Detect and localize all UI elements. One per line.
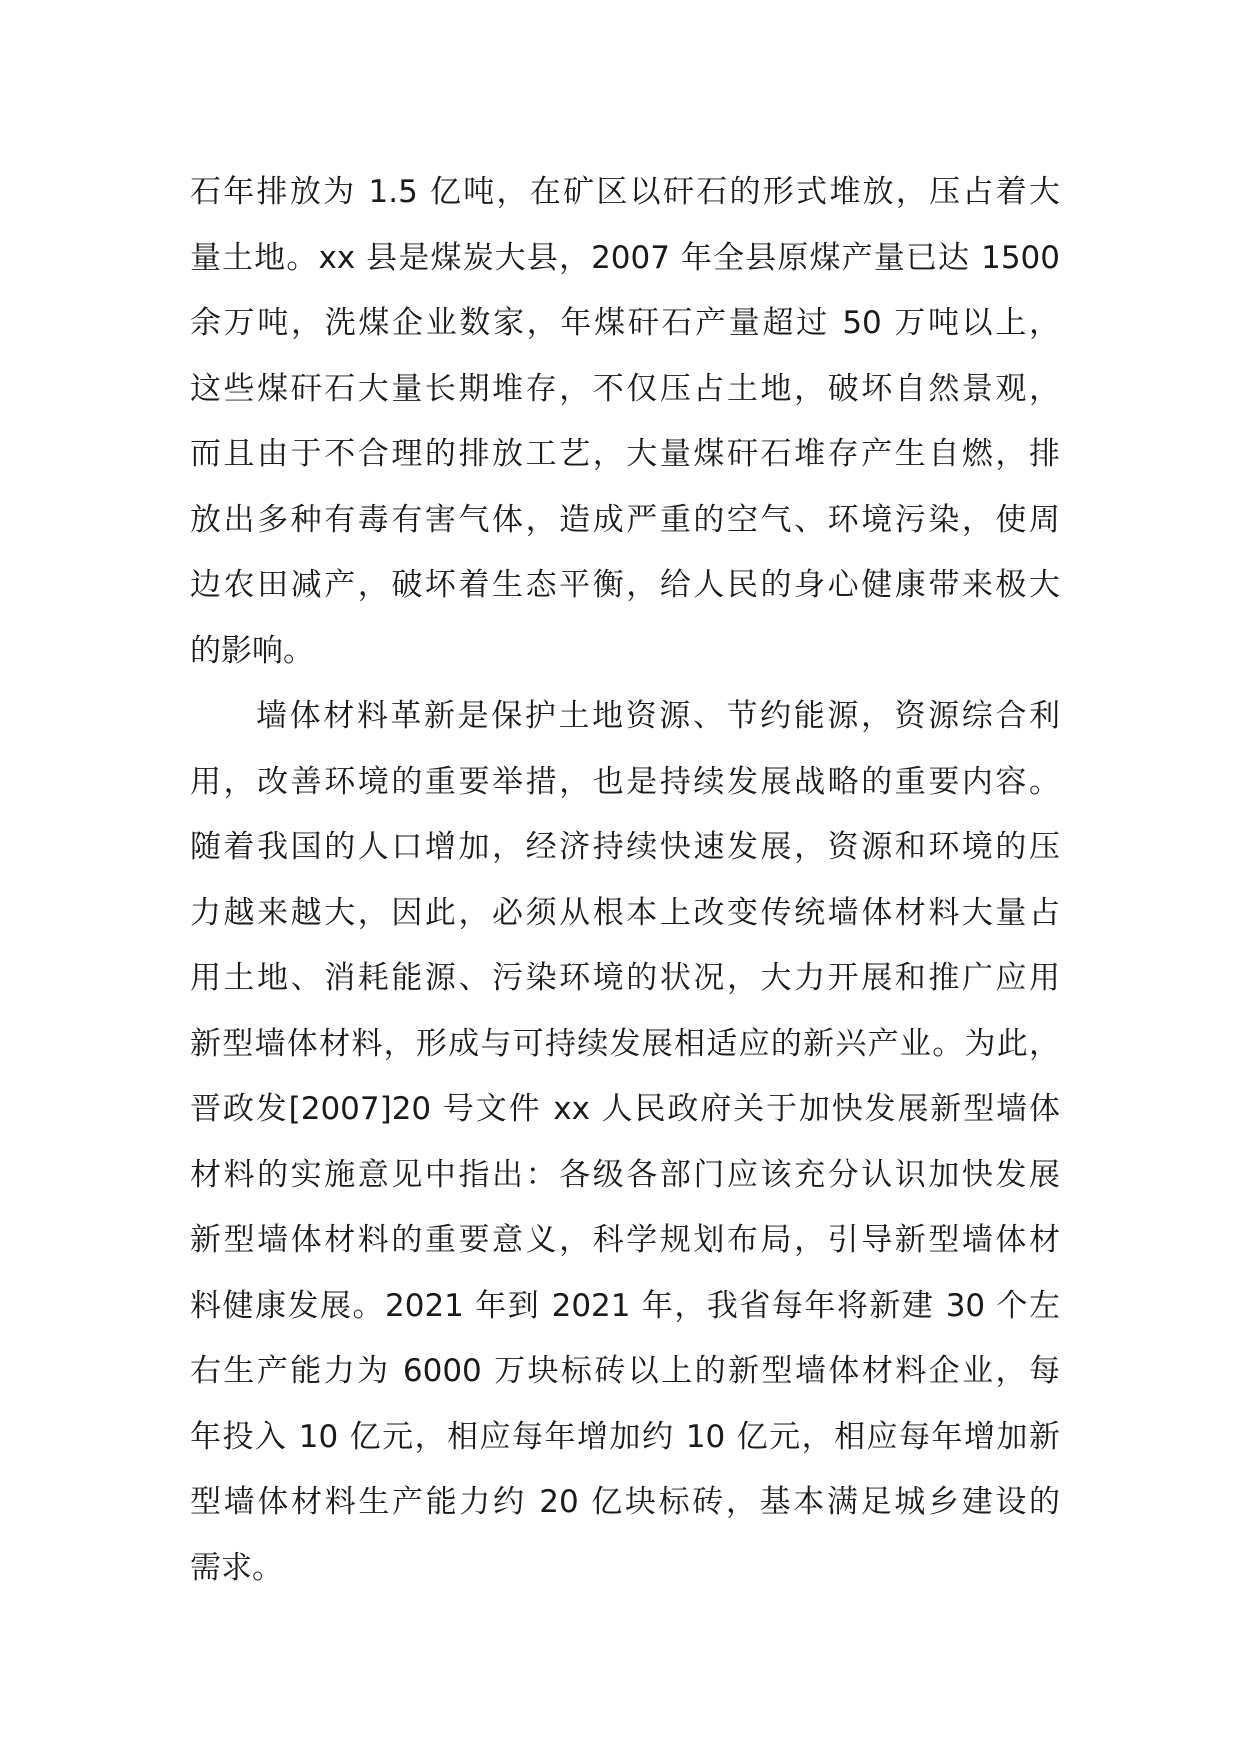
text-line: 晋政发[2007]20 号文件 xx 人民政府关于加快发展新型墙体 bbox=[190, 1091, 1060, 1127]
text-line: 型墙体材料生产能力约 20 亿块标砖，基本满足城乡建设的 bbox=[190, 1484, 1060, 1520]
paragraph-1 bbox=[190, 160, 1060, 684]
text-line: 新型墙体材料，形成与可持续发展相适应的新兴产业。为此， bbox=[190, 1025, 1060, 1062]
text-line: 的影响。 bbox=[190, 632, 314, 669]
body-text bbox=[190, 160, 1060, 1601]
text-line: 材料的实施意见中指出：各级各部门应该充分认识加快发展 bbox=[190, 1156, 1060, 1193]
text-line: 用，改善环境的重要举措，也是持续发展战略的重要内容。 bbox=[190, 763, 1060, 800]
text-line: 右生产能力为 6000 万块标砖以上的新型墙体材料企业，每 bbox=[190, 1353, 1060, 1389]
paragraph-2 bbox=[190, 684, 1060, 1601]
text-line: 随着我国的人口增加，经济持续快速发展，资源和环境的压 bbox=[190, 829, 1060, 865]
text-line: 边农田减产，破坏着生态平衡，给人民的身心健康带来极大 bbox=[190, 567, 1060, 603]
text-line: 量土地。xx 县是煤炭大县，2007 年全县原煤产量已达 1500 bbox=[190, 239, 1060, 276]
text-line: 力越来越大，因此，必须从根本上改变传统墙体材料大量占 bbox=[190, 894, 1060, 931]
text-line: 而且由于不合理的排放工艺，大量煤矸石堆存产生自燃，排 bbox=[190, 436, 1060, 472]
text-line: 料健康发展。2021 年到 2021 年，我省每年将新建 30 个左 bbox=[190, 1287, 1060, 1324]
text-line: 石年排放为 1.5 亿吨，在矿区以矸石的形式堆放，压占着大 bbox=[190, 174, 1060, 210]
text-line: 放出多种有毒有害气体，造成严重的空气、环境污染，使周 bbox=[190, 501, 1060, 538]
text-line: 余万吨，洗煤企业数家，年煤矸石产量超过 50 万吨以上， bbox=[190, 305, 1060, 341]
text-line: 年投入 10 亿元，相应每年增加约 10 亿元，相应每年增加新 bbox=[190, 1418, 1060, 1455]
text-line: 需求。 bbox=[190, 1549, 283, 1586]
text-line: 这些煤矸石大量长期堆存，不仅压占土地，破坏自然景观， bbox=[190, 370, 1060, 407]
text-line: 新型墙体材料的重要意义，科学规划布局，引导新型墙体材 bbox=[190, 1222, 1060, 1258]
text-line: 用土地、消耗能源、污染环境的状况，大力开展和推广应用 bbox=[190, 960, 1060, 996]
text-line: 墙体材料革新是保护土地资源、节约能源，资源综合利 bbox=[256, 698, 1060, 734]
